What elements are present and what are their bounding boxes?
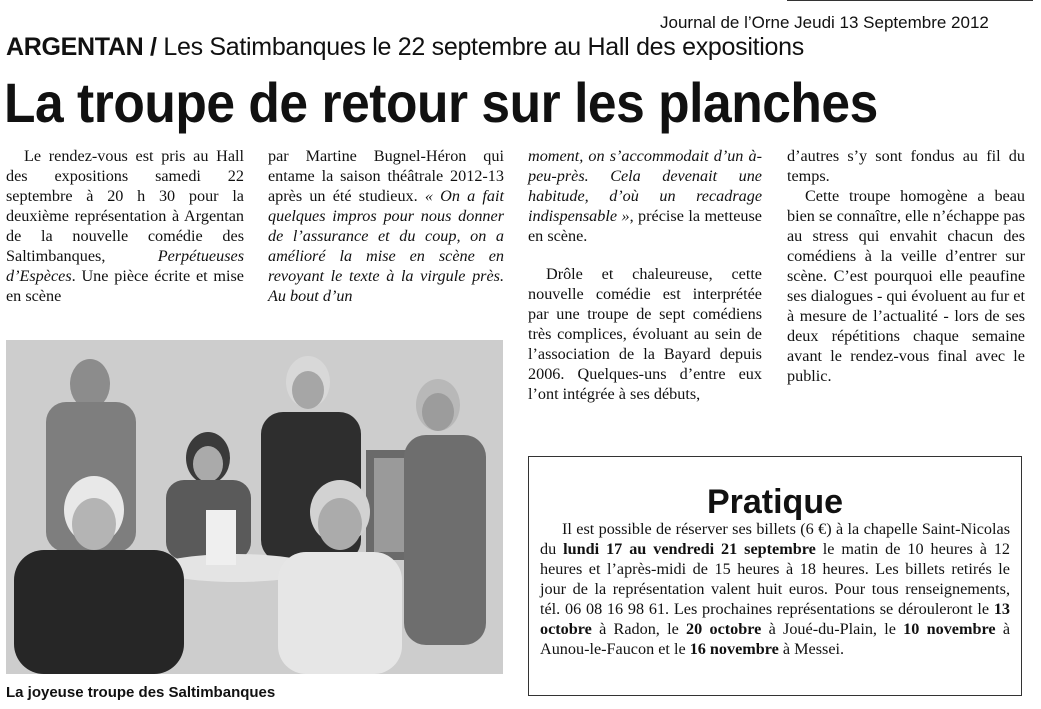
article-column-4: [787, 146, 1025, 386]
newspaper-source: Journal de l’Orne Jeudi 13 Septembre 2012: [660, 13, 989, 32]
kicker-text: Les Satimbanques le 22 septembre au Hall des expositions: [163, 33, 804, 61]
date: 10 novembre: [903, 620, 996, 638]
article-column-2: [268, 146, 504, 306]
paragraph: [540, 519, 1010, 659]
date: 13 octobre: [540, 600, 1010, 638]
photo-caption: La joyeuse troupe des Saltimbanques: [6, 684, 276, 701]
headline: La troupe de retour sur les planches: [4, 71, 878, 134]
play-title: Perpétueuses d’Espèces: [6, 247, 244, 285]
article-column-3: [528, 146, 762, 404]
text-run: Le rendez-vous est pris au Hall des expositions samedi 22 septembre à 20 h 30 pour la deuxième représentation à Argentan de la nouvelle comédie des Saltimbanques,: [6, 147, 244, 265]
troupe-photo: [6, 340, 503, 674]
troupe-photo-illustration: [6, 340, 503, 674]
pratique-box: [528, 456, 1022, 696]
text-run: à Joué-du-Plain, le: [761, 620, 904, 638]
paragraph: [6, 146, 244, 306]
text-run: à Aunou-le-Faucon et le: [540, 620, 1010, 658]
paragraph: Drôle et chaleureuse, cette nouvelle comédie est interprétée par une troupe de sept comédiens très complices, évoluant au sein de l’association de la Bayard depuis 2006. Quelques-uns d’entre eux l’ont intégrée à ses débuts,: [528, 265, 762, 403]
quote: « On a fait quelques impros pour nous donner de l’assurance et du coup, on a amélioré la mise en scène en revoyant le texte à la virgule près. Au bout d’un: [268, 187, 505, 305]
text-run: Il est possible de réserver ses billets (6 €) à la chapelle Saint-Nicolas du: [540, 520, 1010, 558]
top-rule: [787, 0, 1033, 4]
date: 20 octobre: [686, 620, 762, 638]
kicker-place: ARGENTAN /: [6, 33, 157, 61]
paragraph: [268, 146, 504, 306]
paragraph: [528, 146, 762, 246]
text-run: . Une pièce écrite et mise en scène: [6, 267, 244, 305]
kicker: [6, 33, 804, 62]
text-run: à Radon, le: [591, 620, 687, 638]
text-run: par Martine Bugnel-Héron qui entame la saison théâtrale 2012-13 après un été studieux.: [268, 147, 504, 205]
text-run: , précise la metteuse en scène.: [528, 207, 762, 245]
paragraph: d’autres s’y sont fondus au fil du temps.: [787, 147, 1025, 185]
date: 16 novembre: [689, 640, 779, 658]
pratique-title: Pratique: [706, 483, 844, 521]
text-run: le matin de 10 heures à 12 heures et l’après-midi de 15 heures à 18 heures. Les billets retirés le jour de la représentation valent huit euros. Pour tous renseignements, tél. 06 08 16 98 61. Les prochaines représentations se dérouleront le: [540, 540, 1011, 618]
pratique-body: [540, 519, 1010, 659]
article-column-1: [6, 146, 244, 306]
quote: moment, on s’accommodait d’un à-peu-près. Cela devenait une habitude, d’où un recadrage indispensable »: [528, 147, 762, 225]
text-run: à Messei.: [778, 640, 845, 658]
paragraph: Cette troupe homogène a beau bien se connaître, elle n’échappe pas au stress qui envahit chacun des comédiens à la veille d’entrer sur scène. C’est pourquoi elle peaufine ses dialogues - qui évoluent au fur et à mesure de l’actualité - lors de ses deux répétitions chaque semaine avant le rendez-vous final avec le public.: [787, 187, 1025, 385]
date-range: lundi 17 au vendredi 21 septembre: [563, 540, 816, 558]
